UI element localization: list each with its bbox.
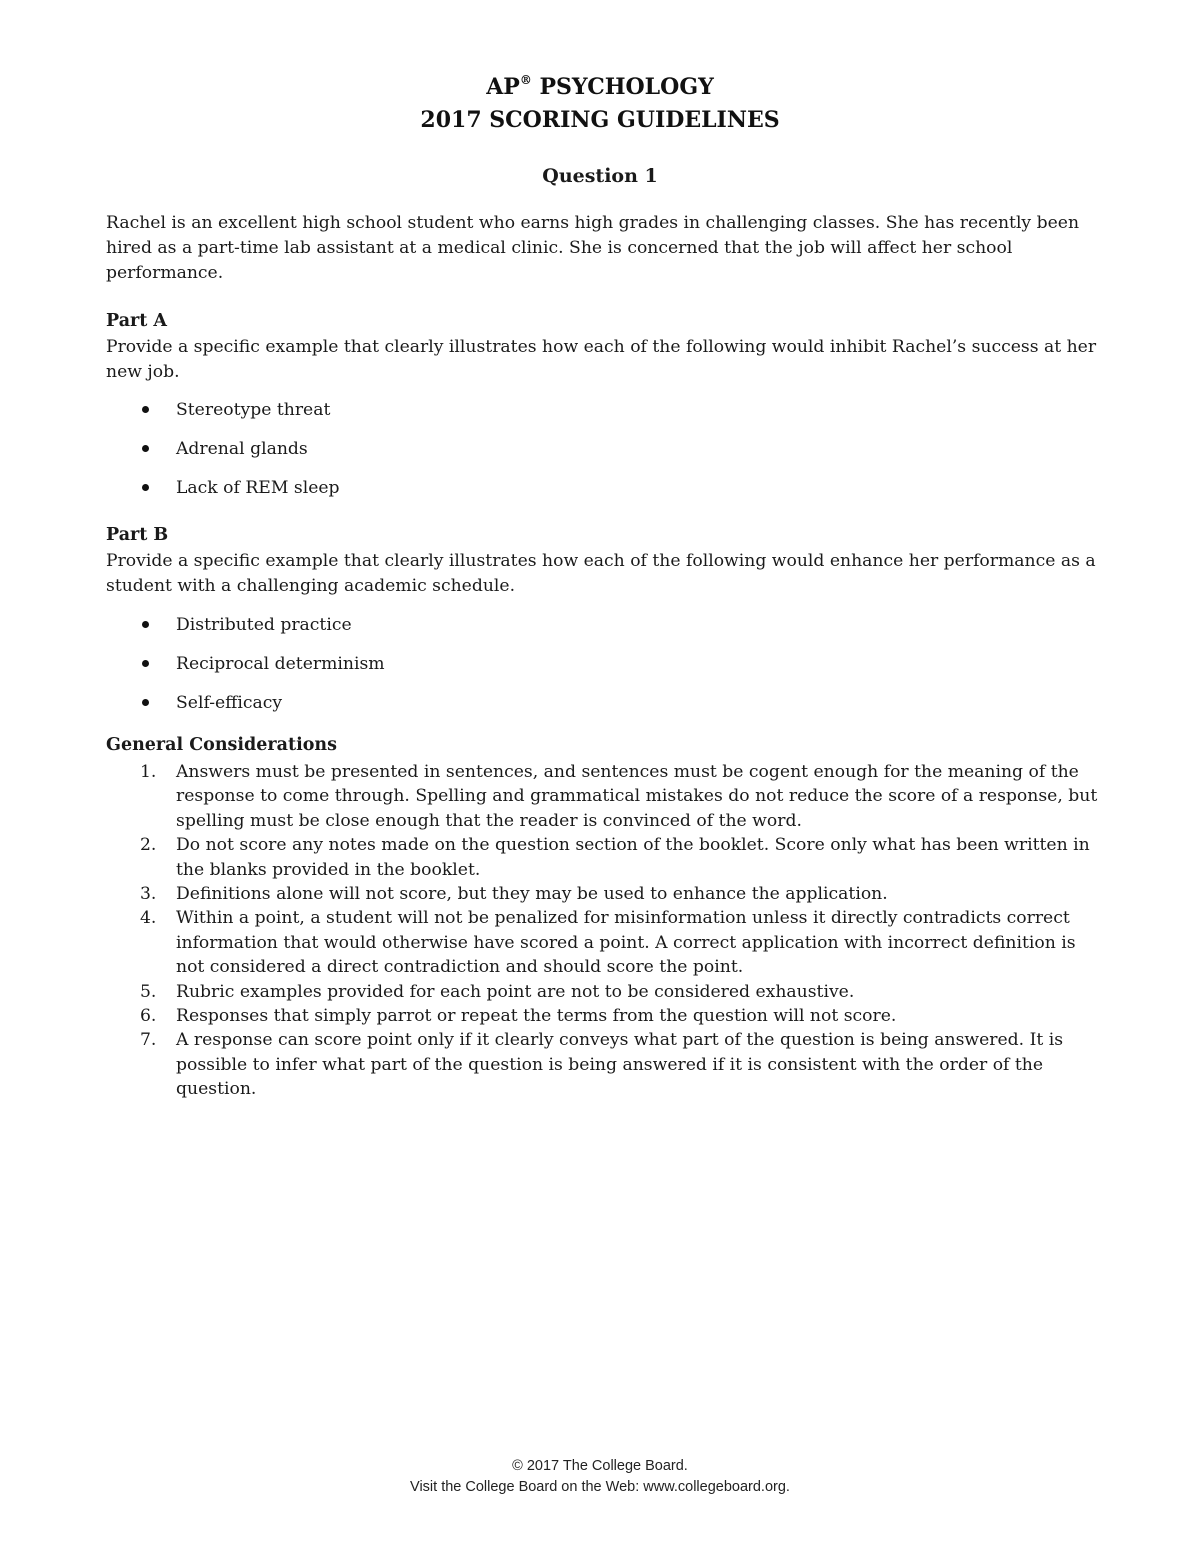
numbered-item [106, 980, 1106, 1004]
document-subtitle: 2017 SCORING GUIDELINES [420, 107, 780, 133]
bullet-icon [142, 621, 149, 628]
part-b-text: Provide a specific example that clearly illustrates how each of the following would enhance her performance as a student with a challenging academic schedule. [106, 551, 1096, 596]
bullet-icon [142, 445, 149, 452]
general-considerations-list [106, 760, 1106, 1102]
question-title: Question 1 [542, 165, 658, 187]
title-prefix: AP [486, 74, 520, 100]
document-title [0, 74, 1200, 100]
item-text: Answers must be presented in sentences, and sentences must be cogent enough for the meaning of the response to come through. Spelling and grammatical mistakes do not reduce the score of a response, but spelling must be close enough that the reader is convinced of the word. [176, 762, 1098, 831]
item-number: 1. [140, 762, 157, 782]
general-considerations-heading: General Considerations [106, 735, 337, 755]
numbered-item [106, 906, 1106, 979]
registered-mark: ® [519, 72, 532, 87]
bullet-icon [142, 484, 149, 491]
bullet-icon [142, 699, 149, 706]
question-intro: Rachel is an excellent high school student who earns high grades in challenging classes. She has recently been hired as a part-time lab assistant at a medical clinic. She is concerned that the job will affect her school performance. [106, 213, 1080, 283]
footer-copyright: © 2017 The College Board. [512, 1458, 688, 1474]
item-text: Responses that simply parrot or repeat the terms from the question will not score. [176, 1006, 897, 1027]
list-item-text: Stereotype threat [176, 400, 331, 420]
list-item-text: Self-efficacy [176, 693, 283, 713]
item-number: 6. [140, 1006, 157, 1027]
footer-visit: Visit the College Board on the Web: www.collegeboard.org. [410, 1479, 790, 1495]
item-number: 7. [140, 1030, 157, 1051]
list-item-text: Adrenal glands [176, 439, 308, 459]
list-item-text: Distributed practice [176, 615, 352, 635]
item-number: 4. [140, 908, 157, 929]
item-text: Rubric examples provided for each point are not to be considered exhaustive. [176, 981, 855, 1002]
numbered-item [106, 1028, 1106, 1101]
item-number: 2. [140, 835, 157, 856]
part-a-text: Provide a specific example that clearly illustrates how each of the following would inhibit Rachel’s success at her new job. [106, 337, 1097, 382]
numbered-item [106, 760, 1106, 833]
item-text: Do not score any notes made on the question section of the booklet. Score only what has been written in the blanks provided in the booklet. [176, 835, 1090, 880]
item-text: A response can score point only if it clearly conveys what part of the question is being answered. It is possible to infer what part of the question is being answered if it is consistent with the order of the question. [176, 1030, 1064, 1100]
item-text: Definitions alone will not score, but they may be used to enhance the application. [176, 884, 888, 905]
numbered-item [106, 882, 1106, 906]
list-item-text: Lack of REM sleep [176, 478, 340, 498]
numbered-item [106, 833, 1106, 882]
part-b-heading: Part B [106, 525, 169, 545]
item-text: Within a point, a student will not be penalized for misinformation unless it directly contradicts correct information that would otherwise have scored a point. A correct application with incorrect definition is not considered a direct contradiction and should score the point. [176, 908, 1076, 978]
part-a-heading: Part A [106, 311, 168, 331]
item-number: 3. [140, 884, 157, 905]
bullet-icon [142, 406, 149, 413]
numbered-item [106, 1004, 1106, 1028]
item-number: 5. [140, 981, 157, 1002]
bullet-icon [142, 660, 149, 667]
list-item-text: Reciprocal determinism [176, 654, 385, 674]
title-suffix: PSYCHOLOGY [531, 74, 714, 100]
